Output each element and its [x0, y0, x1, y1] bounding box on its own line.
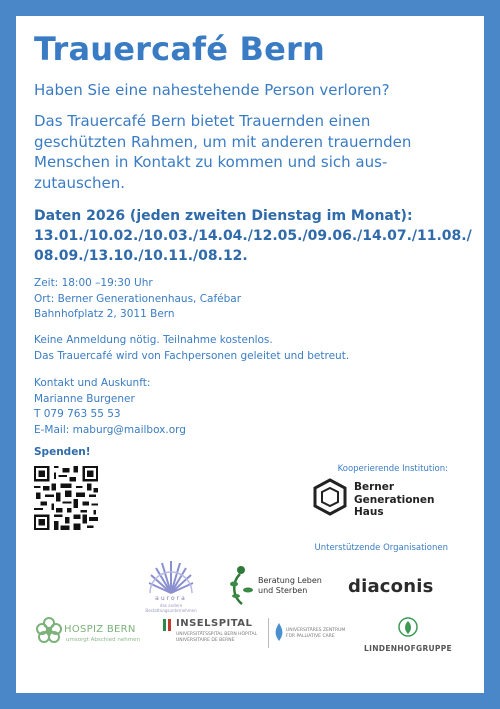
dates-heading: Daten 2026 (jeden zweiten Dienstag im Monat):	[34, 208, 413, 224]
drop-icon	[273, 622, 285, 642]
aurora-logo	[140, 557, 202, 613]
insel-divider	[268, 618, 269, 648]
beratung-text	[258, 576, 322, 596]
hexagon-icon	[312, 478, 348, 516]
contact-name: Marianne Burgener	[34, 392, 135, 405]
cooperating-logo-text	[354, 481, 435, 519]
dates-line-1: 13.01./10.02./10.03./14.04./12.05./09.06./14.07./11.08./	[34, 228, 472, 244]
event-place: Ort: Berner Generationenhaus, Cafébar	[34, 292, 242, 305]
beratung-line-2: und Sterben	[258, 586, 308, 595]
coop-line-3: Haus	[354, 506, 384, 518]
coop-line-1: Berner	[354, 481, 395, 493]
contact-block	[34, 376, 454, 438]
insel-mark-icon	[162, 618, 174, 632]
registration-note: Keine Anmeldung nötig. Teilnahme kostenlos.	[34, 334, 273, 346]
hospiz-bern-logo	[34, 614, 164, 654]
guidance-note: Das Trauercafé wird von Fachpersonen geleitet und betreut.	[34, 349, 350, 362]
flower-icon	[34, 614, 64, 648]
event-details	[34, 276, 454, 323]
donate-label: Spenden!	[34, 446, 91, 458]
leaf-badge-icon	[397, 616, 419, 640]
beratung-line-1: Beratung Leben	[258, 576, 322, 585]
diaconis-logo: diaconis	[348, 576, 434, 597]
coop-line-2: Generationen	[354, 493, 435, 506]
lindenhof-name: LINDENHOFGRUPPE	[364, 644, 452, 653]
qr-code-icon[interactable]	[34, 466, 98, 530]
intro-text: Das Trauercafé Bern bietet Trauernden einen geschützten Rahmen, um mit anderen trauernden Menschen in Kontakt zu kommen und sich aus-zutauschen.	[34, 112, 412, 192]
event-time: Zeit: 18:00 –19:30 Uhr	[34, 277, 153, 289]
plant-icon	[226, 562, 258, 606]
dates-block	[34, 206, 472, 266]
contact-label: Kontakt und Auskunft:	[34, 377, 151, 389]
hospiz-sub: umsorgt Abschied nehmen	[66, 637, 140, 643]
supporting-label: Unterstützende Organisationen	[314, 543, 448, 553]
dates-line-2: 08.09./13.10./10.11./08.12.	[34, 248, 248, 264]
event-address: Bahnhofplatz 2, 3011 Bern	[34, 308, 175, 320]
intro-question: Haben Sie eine nahestehende Person verloren?	[34, 81, 390, 99]
contact-email[interactable]: E-Mail: maburg@mailbox.org	[34, 423, 186, 436]
insel-name: INSELSPITAL	[176, 618, 253, 629]
inselspital-logo	[160, 614, 346, 654]
cooperating-label: Kooperierende Institution:	[337, 464, 448, 474]
insel-sub: UNIVERSITÄTSSPITAL BERN HÔPITAL UNIVERSITAIRE DE BERNE	[176, 632, 258, 643]
event-notes	[34, 333, 454, 364]
beratung-logo	[226, 562, 346, 606]
insel-uni: UNIVERSITÄRES ZENTRUM FÜR PALLIATIVE CARE	[286, 628, 346, 639]
page-title: Trauercafé Bern	[34, 30, 325, 68]
sunburst-icon	[140, 557, 202, 597]
hospiz-name: HOSPIZ BERN	[64, 624, 136, 635]
lindenhof-logo	[358, 616, 458, 660]
contact-phone: T 079 763 55 53	[34, 408, 121, 420]
aurora-name: aurora	[155, 595, 187, 602]
aurora-sub: das andere Bestattungsunternehmen	[145, 603, 197, 613]
